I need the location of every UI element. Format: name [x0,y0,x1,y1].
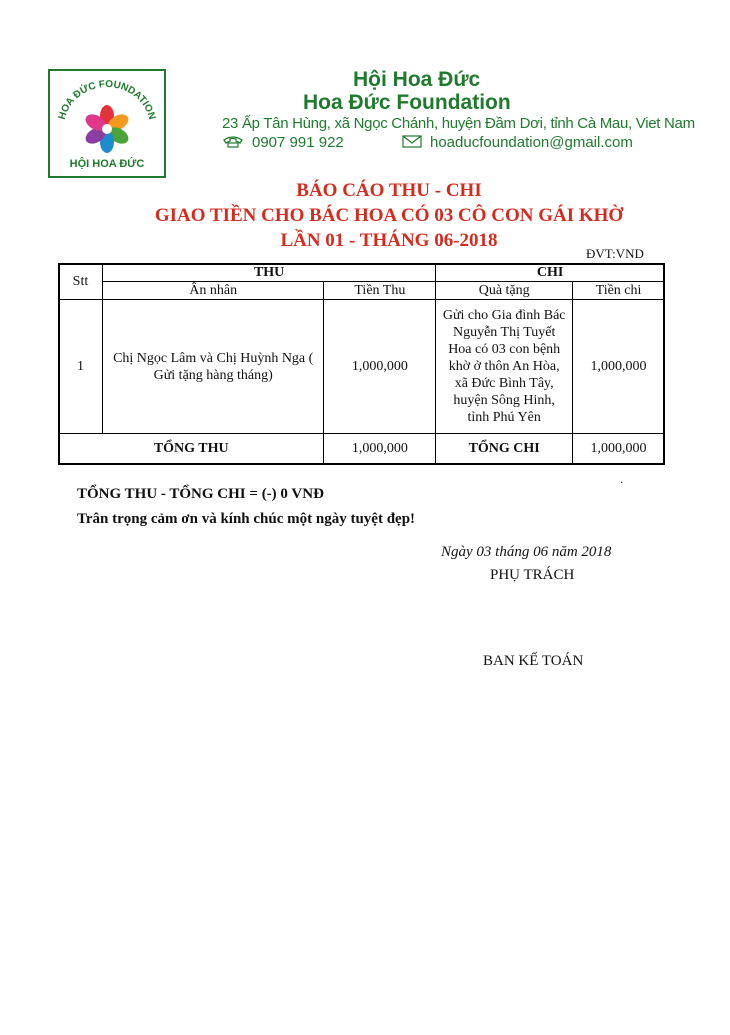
report-title: BÁO CÁO THU - CHI [296,180,482,201]
foundation-logo [48,69,166,178]
table-row [59,300,665,434]
logo-top-text: HOA ĐỨC FOUNDATION [56,78,158,121]
report-date: Ngày 03 tháng 06 năm 2018 [441,544,612,560]
flower-logo-icon [50,71,164,176]
org-address: 23 Ấp Tân Hùng, xã Ngọc Chánh, huyện Đầm Dơi, tỉnh Cà Mau, Viet Nam [222,115,695,132]
total-income-value: 1,000,000 [324,434,436,464]
report-period: LẦN 01 - THÁNG 06-2018 [280,230,498,251]
row-donor: Chị Ngọc Lâm và Chị Huỳnh Nga ( Gửi tặng hàng tháng) [102,300,324,434]
org-email-line [402,134,633,152]
accounting-label: BAN KẾ TOÁN [483,653,584,669]
org-name-vn: Hội Hoa Đức [353,68,481,91]
header-income: Tiền Thu [324,282,436,300]
row-income: 1,000,000 [324,300,436,434]
currency-unit: ĐVT:VND [586,246,644,261]
totals-row [59,434,665,464]
row-gift: Gửi cho Gia đình Bác Nguyễn Thị Tuyết Hoa có 03 con bệnh khờ ở thôn An Hòa, xã Đức Bình Tây, huyện Sông Hinh, tỉnh Phú Yên [436,300,573,434]
org-email: hoaducfoundation@gmail.com [430,134,633,151]
responsible-label: PHỤ TRÁCH [490,567,575,583]
header-donor: Ân nhân [102,282,324,300]
row-expense: 1,000,000 [573,300,665,434]
org-phone-line [222,134,344,152]
header-thu: THU [102,264,435,282]
report-subtitle: GIAO TIỀN CHO BÁC HOA CÓ 03 CÔ CON GÁI KHỜ [154,205,624,226]
total-expense-label: TỔNG CHI [436,434,573,464]
logo-bottom-text: HỘI HOA ĐỨC [69,158,145,170]
header-chi: CHI [436,264,665,282]
total-income-label: TỔNG THU [59,434,324,464]
header-stt: Stt [59,264,103,300]
header-gift: Quà tặng [436,282,573,300]
total-expense-value: 1,000,000 [573,434,665,464]
mail-icon [402,135,422,152]
phone-icon [222,135,244,152]
balance-line: TỔNG THU - TỔNG CHI = (-) 0 VNĐ [77,486,324,502]
header-expense: Tiền chi [573,282,665,300]
row-stt: 1 [59,300,103,434]
org-name-en: Hoa Đức Foundation [303,91,511,114]
thanks-line: Trân trọng cảm ơn và kính chúc một ngày tuyệt đẹp! [77,511,416,527]
income-expense-table [58,263,665,464]
stray-mark: . [620,472,623,486]
org-phone: 0907 991 922 [252,134,344,151]
